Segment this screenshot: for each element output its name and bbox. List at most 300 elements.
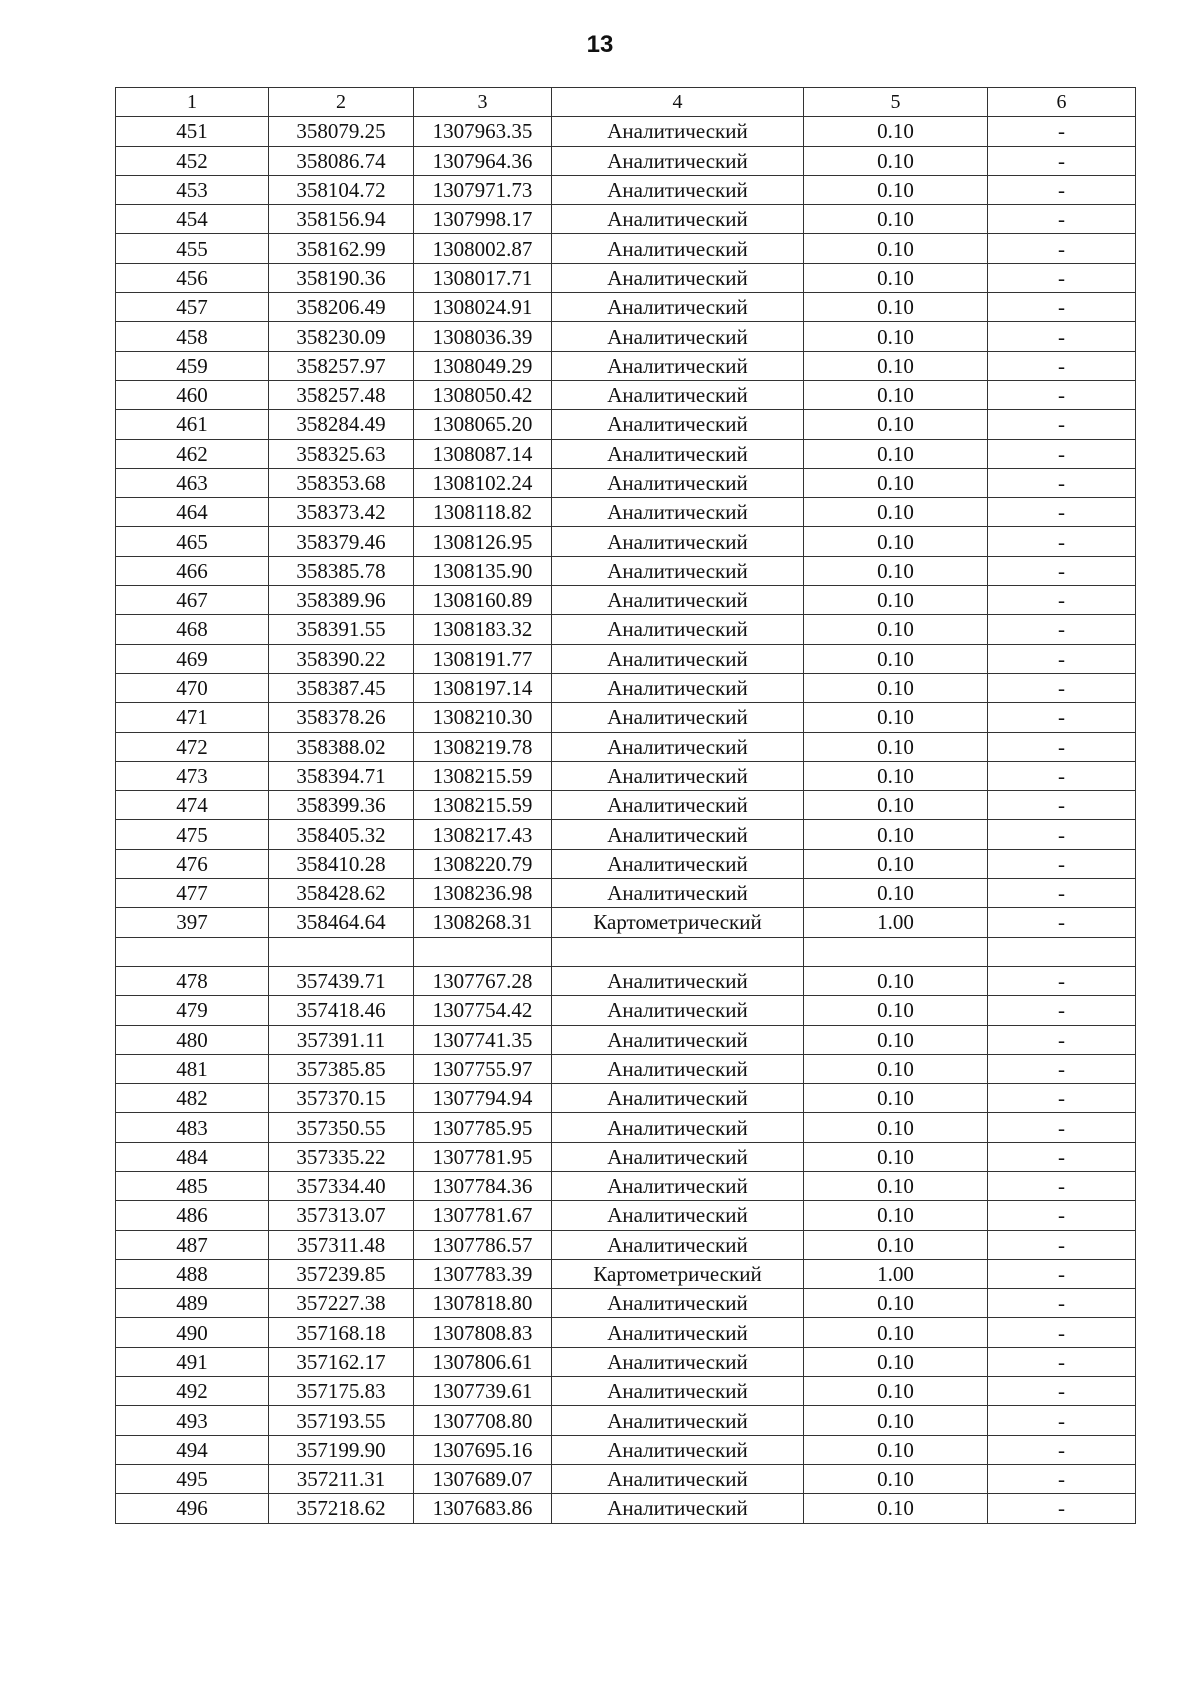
accuracy-cell: 0.10: [804, 1406, 988, 1435]
method-cell: Картометрический: [552, 908, 804, 937]
note-cell: -: [988, 1054, 1136, 1083]
accuracy-cell: 0.10: [804, 1084, 988, 1113]
accuracy-cell: 0.10: [804, 703, 988, 732]
method-cell: Аналитический: [552, 1054, 804, 1083]
y-coordinate-cell: 1308002.87: [414, 234, 552, 263]
table-row: [116, 1201, 1136, 1230]
method-cell: Аналитический: [552, 410, 804, 439]
table-row: [116, 732, 1136, 761]
x-coordinate-cell: 358156.94: [269, 205, 414, 234]
x-coordinate-cell: 358162.99: [269, 234, 414, 263]
accuracy-cell: 0.10: [804, 263, 988, 292]
table-row: [116, 175, 1136, 204]
point-number-cell: 494: [116, 1435, 269, 1464]
accuracy-cell: 0.10: [804, 791, 988, 820]
point-number-cell: 451: [116, 117, 269, 146]
table-row: [116, 1318, 1136, 1347]
table-row: [116, 673, 1136, 702]
x-coordinate-cell: 357193.55: [269, 1406, 414, 1435]
point-number-cell: 475: [116, 820, 269, 849]
accuracy-cell: 0.10: [804, 644, 988, 673]
accuracy-cell: 0.10: [804, 205, 988, 234]
y-coordinate-cell: 1307755.97: [414, 1054, 552, 1083]
table-row: [116, 615, 1136, 644]
note-cell: -: [988, 556, 1136, 585]
accuracy-cell: 0.10: [804, 439, 988, 468]
x-coordinate-cell: 358325.63: [269, 439, 414, 468]
note-cell: -: [988, 703, 1136, 732]
note-cell: -: [988, 1259, 1136, 1288]
y-coordinate-cell: 1308049.29: [414, 351, 552, 380]
accuracy-cell: 0.10: [804, 380, 988, 409]
y-coordinate-cell: 1307739.61: [414, 1377, 552, 1406]
method-cell: Аналитический: [552, 439, 804, 468]
accuracy-cell: 0.10: [804, 966, 988, 995]
note-cell: -: [988, 351, 1136, 380]
y-coordinate-cell: 1308126.95: [414, 527, 552, 556]
point-number-cell: 469: [116, 644, 269, 673]
note-cell: -: [988, 908, 1136, 937]
y-coordinate-cell: 1307786.57: [414, 1230, 552, 1259]
accuracy-cell: 0.10: [804, 556, 988, 585]
point-number-cell: 468: [116, 615, 269, 644]
point-number-cell: 488: [116, 1259, 269, 1288]
method-cell: [552, 937, 804, 966]
column-header: 1: [116, 88, 269, 117]
note-cell: -: [988, 1025, 1136, 1054]
x-coordinate-cell: 358394.71: [269, 761, 414, 790]
method-cell: Аналитический: [552, 175, 804, 204]
method-cell: Аналитический: [552, 1347, 804, 1376]
y-coordinate-cell: 1307754.42: [414, 996, 552, 1025]
y-coordinate-cell: 1308219.78: [414, 732, 552, 761]
y-coordinate-cell: 1308215.59: [414, 761, 552, 790]
table-row: [116, 527, 1136, 556]
accuracy-cell: 0.10: [804, 175, 988, 204]
table-row: [116, 234, 1136, 263]
note-cell: -: [988, 1406, 1136, 1435]
note-cell: -: [988, 293, 1136, 322]
point-number-cell: 470: [116, 673, 269, 702]
y-coordinate-cell: 1307784.36: [414, 1171, 552, 1200]
note-cell: -: [988, 175, 1136, 204]
accuracy-cell: 0.10: [804, 1318, 988, 1347]
accuracy-cell: 0.10: [804, 468, 988, 497]
point-number-cell: 455: [116, 234, 269, 263]
point-number-cell: 459: [116, 351, 269, 380]
x-coordinate-cell: 357370.15: [269, 1084, 414, 1113]
method-cell: Аналитический: [552, 1025, 804, 1054]
x-coordinate-cell: 358405.32: [269, 820, 414, 849]
accuracy-cell: 0.10: [804, 732, 988, 761]
table-row: [116, 205, 1136, 234]
method-cell: Аналитический: [552, 205, 804, 234]
point-number-cell: 490: [116, 1318, 269, 1347]
x-coordinate-cell: 357239.85: [269, 1259, 414, 1288]
accuracy-cell: 0.10: [804, 293, 988, 322]
column-header: 4: [552, 88, 804, 117]
x-coordinate-cell: 357335.22: [269, 1142, 414, 1171]
y-coordinate-cell: 1308215.59: [414, 791, 552, 820]
accuracy-cell: 0.10: [804, 586, 988, 615]
method-cell: Аналитический: [552, 146, 804, 175]
point-number-cell: 460: [116, 380, 269, 409]
x-coordinate-cell: 358257.48: [269, 380, 414, 409]
y-coordinate-cell: 1308036.39: [414, 322, 552, 351]
point-number-cell: 474: [116, 791, 269, 820]
accuracy-cell: 0.10: [804, 498, 988, 527]
y-coordinate-cell: 1307683.86: [414, 1494, 552, 1523]
y-coordinate-cell: 1308102.24: [414, 468, 552, 497]
accuracy-cell: 0.10: [804, 1201, 988, 1230]
x-coordinate-cell: 357385.85: [269, 1054, 414, 1083]
note-cell: -: [988, 1464, 1136, 1493]
table-row: [116, 879, 1136, 908]
accuracy-cell: 0.10: [804, 1377, 988, 1406]
y-coordinate-cell: 1308210.30: [414, 703, 552, 732]
note-cell: -: [988, 1230, 1136, 1259]
method-cell: Аналитический: [552, 1289, 804, 1318]
point-number-cell: 486: [116, 1201, 269, 1230]
y-coordinate-cell: 1308183.32: [414, 615, 552, 644]
method-cell: Аналитический: [552, 1084, 804, 1113]
y-coordinate-cell: [414, 937, 552, 966]
point-number-cell: 495: [116, 1464, 269, 1493]
point-number-cell: 483: [116, 1113, 269, 1142]
table-row: [116, 1464, 1136, 1493]
point-number-cell: 493: [116, 1406, 269, 1435]
table-row: [116, 1025, 1136, 1054]
accuracy-cell: 0.10: [804, 322, 988, 351]
x-coordinate-cell: 358464.64: [269, 908, 414, 937]
note-cell: -: [988, 1347, 1136, 1376]
x-coordinate-cell: 358079.25: [269, 117, 414, 146]
y-coordinate-cell: 1307963.35: [414, 117, 552, 146]
x-coordinate-cell: 358389.96: [269, 586, 414, 615]
point-number-cell: 454: [116, 205, 269, 234]
accuracy-cell: 0.10: [804, 117, 988, 146]
accuracy-cell: 0.10: [804, 1142, 988, 1171]
y-coordinate-cell: 1308236.98: [414, 879, 552, 908]
y-coordinate-cell: 1308050.42: [414, 380, 552, 409]
x-coordinate-cell: 357218.62: [269, 1494, 414, 1523]
point-number-cell: 482: [116, 1084, 269, 1113]
method-cell: Аналитический: [552, 703, 804, 732]
accuracy-cell: 0.10: [804, 615, 988, 644]
x-coordinate-cell: 358410.28: [269, 849, 414, 878]
table-row: [116, 849, 1136, 878]
x-coordinate-cell: 358387.45: [269, 673, 414, 702]
point-number-cell: 464: [116, 498, 269, 527]
method-cell: Аналитический: [552, 761, 804, 790]
table-row: [116, 468, 1136, 497]
point-number-cell: 462: [116, 439, 269, 468]
point-number-cell: 465: [116, 527, 269, 556]
x-coordinate-cell: 357350.55: [269, 1113, 414, 1142]
note-cell: -: [988, 1201, 1136, 1230]
note-cell: -: [988, 234, 1136, 263]
note-cell: -: [988, 439, 1136, 468]
point-number-cell: 480: [116, 1025, 269, 1054]
y-coordinate-cell: 1308268.31: [414, 908, 552, 937]
x-coordinate-cell: 358399.36: [269, 791, 414, 820]
accuracy-cell: 0.10: [804, 1230, 988, 1259]
method-cell: Аналитический: [552, 644, 804, 673]
note-cell: -: [988, 849, 1136, 878]
table-row: [116, 1054, 1136, 1083]
y-coordinate-cell: 1307781.95: [414, 1142, 552, 1171]
accuracy-cell: 0.10: [804, 410, 988, 439]
note-cell: -: [988, 1289, 1136, 1318]
accuracy-cell: [804, 937, 988, 966]
table-row: [116, 937, 1136, 966]
table-row: [116, 791, 1136, 820]
x-coordinate-cell: 358385.78: [269, 556, 414, 585]
y-coordinate-cell: 1308220.79: [414, 849, 552, 878]
point-number-cell: 456: [116, 263, 269, 292]
point-number-cell: 463: [116, 468, 269, 497]
table-body: [116, 117, 1136, 1523]
point-number-cell: 477: [116, 879, 269, 908]
y-coordinate-cell: 1308017.71: [414, 263, 552, 292]
note-cell: -: [988, 1494, 1136, 1523]
method-cell: Аналитический: [552, 849, 804, 878]
table-row: [116, 263, 1136, 292]
table-row: [116, 586, 1136, 615]
x-coordinate-cell: 358190.36: [269, 263, 414, 292]
point-number-cell: 461: [116, 410, 269, 439]
accuracy-cell: 0.10: [804, 761, 988, 790]
method-cell: Аналитический: [552, 1318, 804, 1347]
accuracy-cell: 0.10: [804, 879, 988, 908]
point-number-cell: 397: [116, 908, 269, 937]
note-cell: -: [988, 1113, 1136, 1142]
table-header-row: [116, 88, 1136, 117]
note-cell: -: [988, 996, 1136, 1025]
y-coordinate-cell: 1307971.73: [414, 175, 552, 204]
note-cell: -: [988, 1435, 1136, 1464]
method-cell: Аналитический: [552, 117, 804, 146]
method-cell: Аналитический: [552, 498, 804, 527]
note-cell: -: [988, 1084, 1136, 1113]
column-header: 5: [804, 88, 988, 117]
y-coordinate-cell: 1308160.89: [414, 586, 552, 615]
x-coordinate-cell: 357175.83: [269, 1377, 414, 1406]
x-coordinate-cell: 358230.09: [269, 322, 414, 351]
note-cell: -: [988, 879, 1136, 908]
note-cell: -: [988, 966, 1136, 995]
y-coordinate-cell: 1307806.61: [414, 1347, 552, 1376]
point-number-cell: 478: [116, 966, 269, 995]
x-coordinate-cell: 358428.62: [269, 879, 414, 908]
x-coordinate-cell: 358379.46: [269, 527, 414, 556]
y-coordinate-cell: 1308197.14: [414, 673, 552, 702]
x-coordinate-cell: 357168.18: [269, 1318, 414, 1347]
y-coordinate-cell: 1307781.67: [414, 1201, 552, 1230]
x-coordinate-cell: 357211.31: [269, 1464, 414, 1493]
table-row: [116, 146, 1136, 175]
y-coordinate-cell: 1307708.80: [414, 1406, 552, 1435]
accuracy-cell: 1.00: [804, 908, 988, 937]
accuracy-cell: 0.10: [804, 527, 988, 556]
column-header: 6: [988, 88, 1136, 117]
y-coordinate-cell: 1307818.80: [414, 1289, 552, 1318]
method-cell: Аналитический: [552, 673, 804, 702]
method-cell: Аналитический: [552, 263, 804, 292]
table-row: [116, 1171, 1136, 1200]
accuracy-cell: 0.10: [804, 1171, 988, 1200]
method-cell: Аналитический: [552, 1377, 804, 1406]
point-number-cell: 492: [116, 1377, 269, 1406]
point-number-cell: 476: [116, 849, 269, 878]
y-coordinate-cell: 1307964.36: [414, 146, 552, 175]
accuracy-cell: 0.10: [804, 1289, 988, 1318]
point-number-cell: 458: [116, 322, 269, 351]
y-coordinate-cell: 1307794.94: [414, 1084, 552, 1113]
x-coordinate-cell: 357334.40: [269, 1171, 414, 1200]
x-coordinate-cell: 358391.55: [269, 615, 414, 644]
x-coordinate-cell: 358388.02: [269, 732, 414, 761]
accuracy-cell: 0.10: [804, 1435, 988, 1464]
note-cell: -: [988, 615, 1136, 644]
note-cell: -: [988, 732, 1136, 761]
y-coordinate-cell: 1308118.82: [414, 498, 552, 527]
note-cell: -: [988, 1142, 1136, 1171]
column-header: 3: [414, 88, 552, 117]
table-row: [116, 703, 1136, 732]
method-cell: Аналитический: [552, 322, 804, 351]
method-cell: Аналитический: [552, 996, 804, 1025]
point-number-cell: 481: [116, 1054, 269, 1083]
table-row: [116, 996, 1136, 1025]
method-cell: Аналитический: [552, 1230, 804, 1259]
note-cell: -: [988, 761, 1136, 790]
table-row: [116, 380, 1136, 409]
x-coordinate-cell: 358378.26: [269, 703, 414, 732]
x-coordinate-cell: [269, 937, 414, 966]
point-number-cell: 453: [116, 175, 269, 204]
method-cell: Аналитический: [552, 380, 804, 409]
accuracy-cell: 0.10: [804, 1494, 988, 1523]
method-cell: Аналитический: [552, 879, 804, 908]
x-coordinate-cell: 358284.49: [269, 410, 414, 439]
note-cell: -: [988, 322, 1136, 351]
page-number: 13: [586, 31, 614, 58]
table-row: [116, 1494, 1136, 1523]
method-cell: Аналитический: [552, 1406, 804, 1435]
y-coordinate-cell: 1308024.91: [414, 293, 552, 322]
accuracy-cell: 0.10: [804, 849, 988, 878]
y-coordinate-cell: 1307785.95: [414, 1113, 552, 1142]
table-row: [116, 410, 1136, 439]
x-coordinate-cell: 357199.90: [269, 1435, 414, 1464]
note-cell: [988, 937, 1136, 966]
method-cell: Аналитический: [552, 1113, 804, 1142]
method-cell: Аналитический: [552, 234, 804, 263]
method-cell: Аналитический: [552, 1435, 804, 1464]
point-number-cell: 489: [116, 1289, 269, 1318]
table-row: [116, 1347, 1136, 1376]
method-cell: Аналитический: [552, 1201, 804, 1230]
point-number-cell: 466: [116, 556, 269, 585]
point-number-cell: 472: [116, 732, 269, 761]
y-coordinate-cell: 1307808.83: [414, 1318, 552, 1347]
table-row: [116, 1230, 1136, 1259]
accuracy-cell: 0.10: [804, 1054, 988, 1083]
method-cell: Аналитический: [552, 820, 804, 849]
method-cell: Аналитический: [552, 732, 804, 761]
accuracy-cell: 1.00: [804, 1259, 988, 1288]
point-number-cell: 457: [116, 293, 269, 322]
table-row: [116, 117, 1136, 146]
point-number-cell: 473: [116, 761, 269, 790]
x-coordinate-cell: 357311.48: [269, 1230, 414, 1259]
x-coordinate-cell: 358353.68: [269, 468, 414, 497]
point-number-cell: 484: [116, 1142, 269, 1171]
point-number-cell: 479: [116, 996, 269, 1025]
method-cell: Аналитический: [552, 527, 804, 556]
x-coordinate-cell: 358257.97: [269, 351, 414, 380]
x-coordinate-cell: 357439.71: [269, 966, 414, 995]
table-row: [116, 761, 1136, 790]
point-number-cell: 471: [116, 703, 269, 732]
accuracy-cell: 0.10: [804, 146, 988, 175]
table-row: [116, 1142, 1136, 1171]
method-cell: Аналитический: [552, 468, 804, 497]
accuracy-cell: 0.10: [804, 234, 988, 263]
table-row: [116, 644, 1136, 673]
table-row: [116, 1377, 1136, 1406]
table-row: [116, 439, 1136, 468]
point-number-cell: [116, 937, 269, 966]
method-cell: Аналитический: [552, 1142, 804, 1171]
table-row: [116, 293, 1136, 322]
method-cell: Аналитический: [552, 1494, 804, 1523]
y-coordinate-cell: 1308217.43: [414, 820, 552, 849]
method-cell: Аналитический: [552, 615, 804, 644]
accuracy-cell: 0.10: [804, 996, 988, 1025]
column-header: 2: [269, 88, 414, 117]
x-coordinate-cell: 357162.17: [269, 1347, 414, 1376]
table-row: [116, 1113, 1136, 1142]
note-cell: -: [988, 205, 1136, 234]
x-coordinate-cell: 358390.22: [269, 644, 414, 673]
accuracy-cell: 0.10: [804, 1113, 988, 1142]
table-row: [116, 820, 1136, 849]
method-cell: Картометрический: [552, 1259, 804, 1288]
accuracy-cell: 0.10: [804, 1347, 988, 1376]
table-row: [116, 1406, 1136, 1435]
x-coordinate-cell: 358206.49: [269, 293, 414, 322]
note-cell: -: [988, 263, 1136, 292]
note-cell: -: [988, 527, 1136, 556]
point-number-cell: 485: [116, 1171, 269, 1200]
method-cell: Аналитический: [552, 791, 804, 820]
point-number-cell: 496: [116, 1494, 269, 1523]
table-row: [116, 498, 1136, 527]
y-coordinate-cell: 1307695.16: [414, 1435, 552, 1464]
table-row: [116, 1435, 1136, 1464]
accuracy-cell: 0.10: [804, 673, 988, 702]
coordinates-table: [115, 87, 1136, 1524]
method-cell: Аналитический: [552, 966, 804, 995]
method-cell: Аналитический: [552, 351, 804, 380]
accuracy-cell: 0.10: [804, 820, 988, 849]
accuracy-cell: 0.10: [804, 351, 988, 380]
point-number-cell: 491: [116, 1347, 269, 1376]
x-coordinate-cell: 358086.74: [269, 146, 414, 175]
note-cell: -: [988, 820, 1136, 849]
